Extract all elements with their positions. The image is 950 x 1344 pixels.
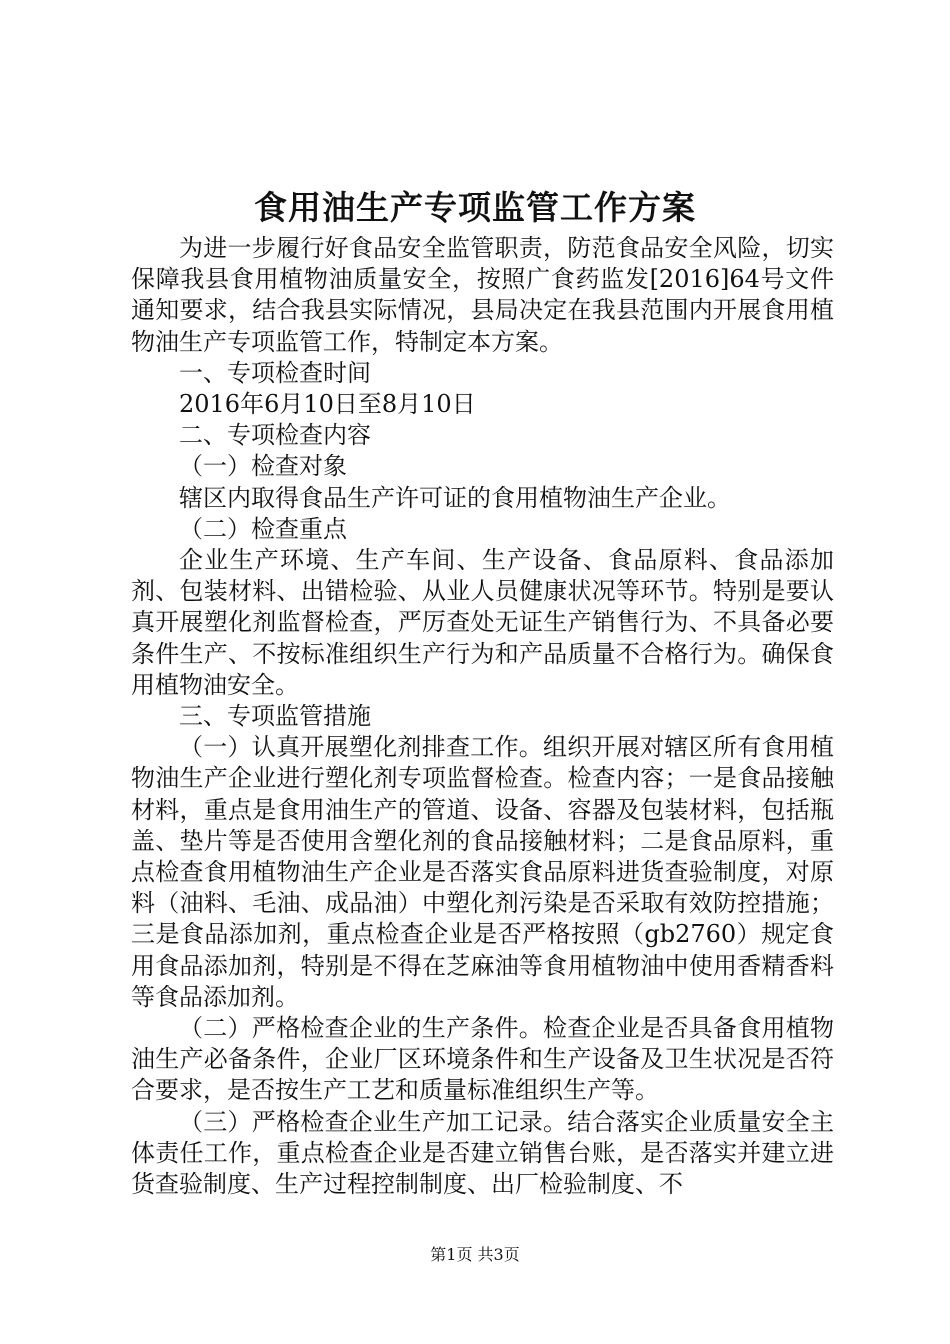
paragraph-inspection-target: 辖区内取得食品生产许可证的食用植物油生产企业。: [179, 483, 731, 512]
paragraph-inspection-focus: 企业生产环境、生产车间、生产设备、食品原料、食品添加剂、包装材料、出错检验、从业人员健康状况等环节。特别是要认真开展塑化剂监督检查，严厉查处无证生产销售行为、不具备必要条件生产、不按标准组织生产行为和产品质量不合格行为。确保食用植物油安全。: [131, 546, 834, 699]
document-body: [131, 233, 834, 1200]
paragraph-measure-2: （二）严格检查企业的生产条件。检查企业是否具备食用植物油生产必备条件，企业厂区环境条件和生产设备及卫生状况是否符合要求，是否按生产工艺和质量标准组织生产等。: [131, 1014, 834, 1105]
paragraph-measure-1: （一）认真开展塑化剂排查工作。组织开展对辖区所有食用植物油生产企业进行塑化剂专项监督检查。检查内容；一是食品接触材料，重点是食用油生产的管道、设备、容器及包装材料，包括瓶盖、垫片等是否使用含塑化剂的食品接触材料；二是食品原料，重点检查食用植物油生产企业是否落实食品原料进货查验制度，对原料（油料、毛油、成品油）中塑化剂污染是否采取有效防控措施；三是食品添加剂，重点检查企业是否严格按照（gb2760）规定食用食品添加剂，特别是不得在芝麻油等食用植物油中使用香精香料等食品添加剂。: [131, 733, 834, 1011]
heading-section-2: 二、专项检查内容: [179, 421, 371, 450]
subheading-inspection-target: （一）检查对象: [179, 452, 347, 481]
heading-section-1: 一、专项检查时间: [179, 358, 371, 387]
subheading-inspection-focus: （二）检查重点: [179, 514, 347, 543]
heading-section-3: 三、专项监管措施: [179, 702, 371, 731]
paragraph-intro: 为进一步履行好食品安全监管职责，防范食品安全风险，切实保障我县食用植物油质量安全，按照广食药监发[2016]64号文件通知要求，结合我县实际情况，县局决定在我县范围内开展食用植物油生产专项监管工作，特制定本方案。: [131, 234, 834, 356]
paragraph-date-range: 2016年6月10日至8月10日: [179, 390, 476, 419]
paragraph-measure-3: （三）严格检查企业生产加工记录。结合落实企业质量安全主体责任工作，重点检查企业是否建立销售台账，是否落实并建立进货查验制度、生产过程控制制度、出厂检验制度、不: [131, 1107, 834, 1199]
document-title: 食用油生产专项监管工作方案: [254, 188, 696, 227]
page-number-footer: 第1页 共3页: [430, 1245, 520, 1264]
